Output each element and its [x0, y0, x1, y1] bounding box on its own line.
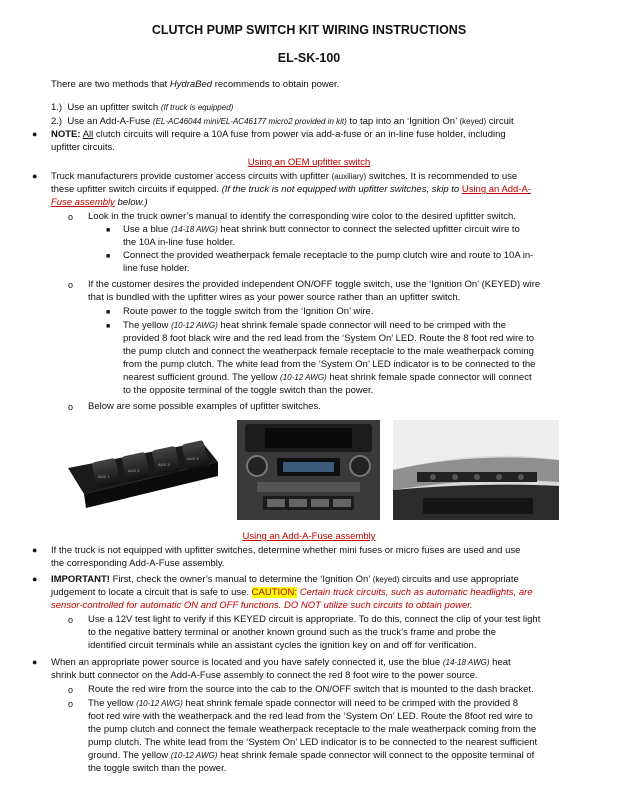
s1-b1: Connect the provided weatherpack female receptacle to the pump clutch wire and route to 10A in- — [123, 250, 534, 261]
oem-line-3: Fuse assembly below.) — [51, 197, 148, 208]
aaf-b3-l2: shrink butt connector on the Add-A-Fuse assembly to connect the red 8 foot wire to the power source. — [51, 670, 478, 681]
bullet-icon: ● — [32, 657, 38, 667]
upfitter-switch-photo-2 — [237, 420, 380, 520]
circle-bullet-icon: o — [68, 280, 74, 290]
bullet-icon: ● — [32, 129, 38, 139]
aaf-b3-t2: foot red wire with the weatherpack and the red lead from the ‘System On’ LED. Route the 8foot red wire to — [88, 711, 533, 722]
aaf-b1-l1: If the truck is not equipped with upfitter switches, determine whether mini fuses or micro fuses are used and use — [51, 545, 521, 556]
square-bullet-icon: ■ — [106, 227, 111, 234]
circle-bullet-icon: o — [68, 402, 74, 412]
aaf-b3-t1: The yellow (10-12 AWG) heat shrink female spade connector will need to be crimped with the provided 8 — [88, 698, 519, 709]
aaf-b3-t4: pump clutch. The white lead from the ‘System On’ LED indicator is to be connected to the nearest sufficient — [88, 737, 538, 748]
part-number: EL-SK-100 — [277, 51, 341, 65]
oem-line-2: these upfitter switch circuits if equipped. (If the truck is not equipped with upfitter switches, skip to Using an Add-A- — [51, 184, 532, 195]
s2-b3: the pump clutch and connect the weatherpack female receptacle to the male weatherpack coming — [123, 346, 534, 357]
s1-a2: the 10A in-line fuse holder. — [123, 237, 235, 248]
square-bullet-icon: ■ — [106, 323, 111, 330]
bullet-icon: ● — [32, 574, 38, 584]
switch-label: AUX 4 — [187, 456, 199, 461]
s2-b6: to the opposite terminal of the toggle switch than the power. — [123, 385, 374, 396]
bullet-icon: ● — [32, 545, 38, 555]
oem-line-1: Truck manufacturers provide customer access circuits with upfitter (auxiliary) switches. It is recommended to use — [51, 171, 518, 182]
square-bullet-icon: ■ — [106, 253, 111, 260]
s1-b2: line fuse holder. — [123, 263, 190, 274]
s1-a1: Use a blue (14-18 AWG) heat shrink butt connector to connect the selected upfitter circuit wire to — [123, 224, 520, 235]
s3-line: Below are some possible examples of upfitter switches. — [88, 401, 321, 412]
aaf-b2-s1: Use a 12V test light to verify if this KEYED circuit is appropriate. To do this, connect the clip of your test light — [88, 614, 541, 625]
link-add-a-fuse-2[interactable]: Fuse assembly — [51, 197, 115, 208]
aaf-b2-l2: judgement to locate a circuit that is safe to use. CAUTION: Certain truck circuits, such as automatic headlights, are — [51, 587, 533, 598]
s2-l2: that is bundled with the upfitter wires as your power source rather than an upfitter switch. — [88, 292, 461, 303]
aaf-b3-s1: Route the red wire from the source into the cab to the ON/OFF switch that is mounted to the dash bracket. — [88, 684, 534, 695]
circle-bullet-icon: o — [68, 615, 74, 625]
s1-line: Look in the truck owner’s manual to identify the corresponding wire color to the desired upfitter switch. — [88, 211, 516, 222]
circle-bullet-icon: o — [68, 212, 74, 222]
aaf-b3-t5: ground. The yellow (10-12 AWG) heat shrink female spade connector will connect to the opposite terminal of — [88, 750, 535, 761]
document-title: CLUTCH PUMP SWITCH KIT WIRING INSTRUCTIONS — [151, 23, 467, 37]
upfitter-switch-photo-1 — [62, 420, 224, 520]
s2-b2: provided 8 foot black wire and the red lead from the ‘System On’ LED. Route the 8 foot red wire to — [123, 333, 535, 344]
aaf-b2-l3: sensor-controlled for automatic ON and OFF functions. DO NOT utilize such circuits to obtain power. — [51, 600, 473, 611]
method-1: 1.) Use an upfitter switch (If truck is equipped) — [51, 102, 234, 113]
aaf-b2-s3: identified circuit terminals while an assistant cycles the ignition key on and off for verification. — [88, 640, 477, 651]
section-heading-oem: Using an OEM upfitter switch — [247, 157, 371, 168]
aaf-b3-l1: When an appropriate power source is located and you have safely connected it, use the blue (14-18 AWG) heat — [51, 657, 511, 668]
aaf-b3-t6: the toggle switch than the power. — [88, 763, 227, 774]
intro-text: There are two methods that HydraBed recommends to obtain power. — [51, 79, 340, 90]
switch-label: AUX 2 — [128, 468, 140, 473]
switch-label: AUX 3 — [158, 462, 170, 467]
switch-label: AUX 1 — [98, 474, 110, 479]
square-bullet-icon: ■ — [106, 309, 111, 316]
section-heading-add-a-fuse: Using an Add-A-Fuse assembly — [242, 531, 376, 542]
upfitter-switch-photo-3 — [393, 420, 559, 520]
aaf-b2-s2: to the negative battery terminal or another known ground such as the truck’s frame and probe the — [88, 627, 497, 638]
circle-bullet-icon: o — [68, 685, 74, 695]
aaf-b3-t3: the pump clutch and connect the female weatherpack receptacle to the male weatherpack coming from the — [88, 724, 537, 735]
circle-bullet-icon: o — [68, 699, 74, 709]
note-line-2: upfitter circuits. — [51, 142, 115, 153]
aaf-b2-l1: IMPORTANT! First, check the owner’s manual to determine the ‘Ignition On’ (keyed) circuits and use appropriate — [51, 574, 519, 585]
aaf-b1-l2: the corresponding Add-A-Fuse assembly. — [51, 558, 225, 569]
s2-l1: If the customer desires the provided independent ON/OFF toggle switch, use the ‘Ignition On’ (KEYED) wire — [88, 279, 541, 290]
bullet-icon: ● — [32, 171, 38, 181]
link-add-a-fuse[interactable]: Using an Add-A- — [461, 184, 532, 195]
s2-a1: Route power to the toggle switch from the ‘Ignition On’ wire. — [123, 306, 374, 317]
s2-b5: nearest sufficient ground. The yellow (10-12 AWG) heat shrink female spade connector will connect — [123, 372, 532, 383]
caution-label: CAUTION: — [251, 587, 298, 598]
s2-b4: from the pump clutch. The white lead from the ‘System On’ LED indicator is to be connected to the — [123, 359, 536, 370]
note-line-1: NOTE: All clutch circuits will require a 10A fuse from power via add-a-fuse or an in-line fuse holder, including — [51, 129, 506, 140]
method-2: 2.) Use an Add-A-Fuse (EL-AC46044 mini/EL-AC46177 micro2 provided in kit) to tap into an ‘Ignition On’ (keyed) circuit — [51, 116, 514, 127]
s2-b1: The yellow (10-12 AWG) heat shrink female spade connector will need to be crimped with the — [123, 320, 507, 331]
